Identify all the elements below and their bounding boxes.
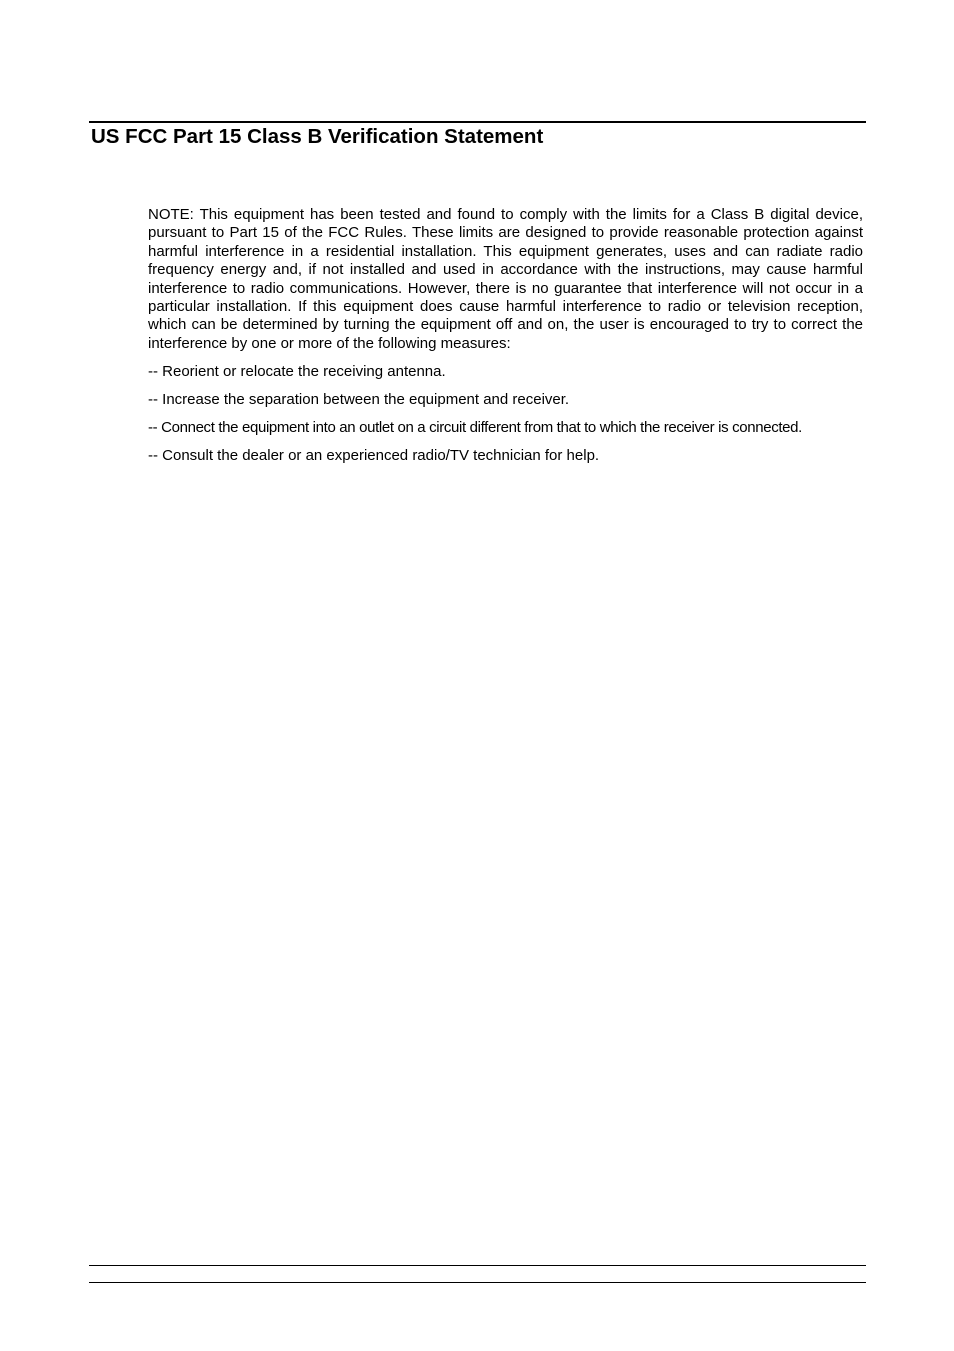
page-title: US FCC Part 15 Class B Verification Statement bbox=[91, 125, 544, 148]
header-rule bbox=[89, 121, 866, 123]
measure-item-reorient: -- Reorient or relocate the receiving antenna. bbox=[148, 362, 446, 380]
note-paragraph: NOTE: This equipment has been tested and found to comply with the limits for a Class B digital device, pursuant to Part 15 of the FCC Rules. These limits are designed to provide reasonable protection against harmful interference in a residential installation. This equipment generates, uses and can radiate radio frequency energy and, if not installed and used in accordance with the instructions, may cause harmful interference to radio communications. However, there is no guarantee that interference will not occur in a particular installation. If this equipment does cause harmful interference to radio or television reception, which can be determined by turning the equipment off and on, the user is encouraged to try to correct the interference by one or more of the following measures: bbox=[148, 206, 863, 352]
footer-rule-lower bbox=[89, 1282, 866, 1283]
statement-body bbox=[148, 206, 863, 465]
footer-rule-upper bbox=[89, 1265, 866, 1266]
measure-item-separation: -- Increase the separation between the equipment and receiver. bbox=[148, 390, 570, 408]
measures-list bbox=[148, 363, 863, 465]
measure-item-outlet: -- Connect the equipment into an outlet on a circuit different from that to which the receiver is connected. bbox=[148, 418, 802, 436]
measure-item-consult: -- Consult the dealer or an experienced radio/TV technician for help. bbox=[148, 446, 600, 464]
